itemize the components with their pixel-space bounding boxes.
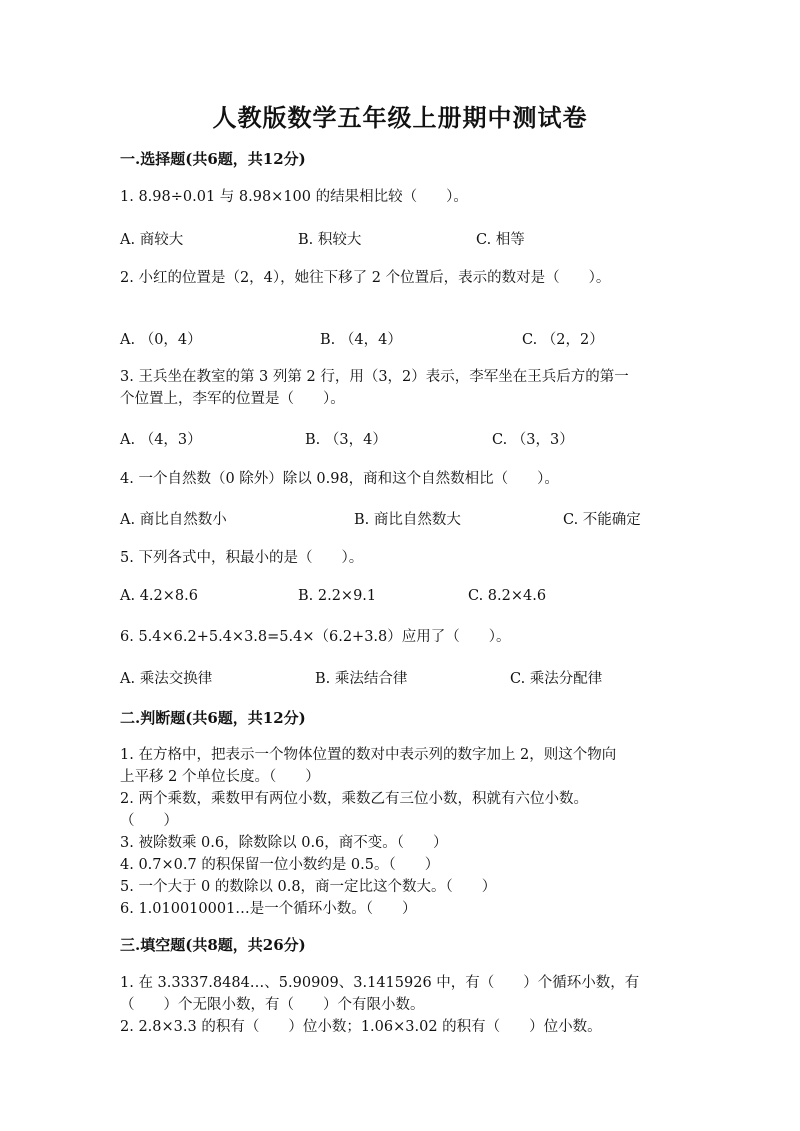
- option-b: B. （4，4）: [320, 332, 402, 348]
- fill-blank-line: （ ）个无限小数，有（ ）个有限小数。: [120, 997, 425, 1013]
- question-3-line-1: 3. 王兵坐在教室的第 3 列第 2 行，用（3，2）表示，李军坐在王兵后方的第一: [120, 369, 629, 385]
- option-a: A. 4.2×8.6: [120, 588, 198, 604]
- option-c: C. （2，2）: [522, 332, 604, 348]
- option-c: C. 相等: [476, 232, 525, 248]
- fill-blank-line: 1. 在 3.3337.8484…、5.90909、3.1415926 中，有（ ）个循环小数，有: [120, 975, 640, 991]
- question-5: 5. 下列各式中，积最小的是（ ）。: [120, 550, 364, 566]
- option-a: A. 乘法交换律: [120, 671, 213, 687]
- option-b: B. 2.2×9.1: [298, 588, 377, 604]
- section-heading-choice: 一.选择题(共6题，共12分): [120, 150, 306, 168]
- option-b: B. 商比自然数大: [354, 512, 461, 528]
- option-b: B. （3，4）: [305, 432, 387, 448]
- option-a: A. 商比自然数小: [120, 512, 227, 528]
- section-heading-judgment: 二.判断题(共6题，共12分): [120, 709, 306, 727]
- option-c: C. 乘法分配律: [510, 671, 603, 687]
- judgment-line: 3. 被除数乘 0.6，除数除以 0.6，商不变。（ ）: [120, 835, 448, 851]
- judgment-line: 6. 1.010010001…是一个循环小数。（ ）: [120, 901, 417, 917]
- judgment-line: 5. 一个大于 0 的数除以 0.8，商一定比这个数大。（ ）: [120, 879, 497, 895]
- option-a: A. 商较大: [120, 232, 184, 248]
- section-heading-fill-blank: 三.填空题(共8题，共26分): [120, 936, 306, 954]
- option-a: A. （0，4）: [120, 332, 202, 348]
- judgment-line: 2. 两个乘数，乘数甲有两位小数，乘数乙有三位小数，积就有六位小数。: [120, 791, 588, 807]
- option-c: C. （3，3）: [492, 432, 574, 448]
- option-c: C. 不能确定: [563, 512, 641, 528]
- question-3-line-2: 个位置上，李军的位置是（ ）。: [120, 391, 345, 407]
- option-b: B. 积较大: [298, 232, 362, 248]
- option-c: C. 8.2×4.6: [468, 588, 547, 604]
- question-2: 2. 小红的位置是（2，4），她往下移了 2 个位置后，表示的数对是（ ）。: [120, 270, 611, 286]
- exam-title: 人教版数学五年级上册期中测试卷: [212, 103, 588, 132]
- fill-blank-line: 2. 2.8×3.3 的积有（ ）位小数；1.06×3.02 的积有（ ）位小数。: [120, 1019, 602, 1035]
- option-b: B. 乘法结合律: [315, 671, 408, 687]
- question-4: 4. 一个自然数（0 除外）除以 0.98，商和这个自然数相比（ ）。: [120, 471, 559, 487]
- judgment-line: 1. 在方格中，把表示一个物体位置的数对中表示列的数字加上 2，则这个物向: [120, 747, 617, 763]
- judgment-line: 4. 0.7×0.7 的积保留一位小数约是 0.5。（ ）: [120, 857, 440, 873]
- judgment-line: （ ）: [120, 813, 178, 829]
- question-1: 1. 8.98÷0.01 与 8.98×100 的结果相比较（ ）。: [120, 189, 468, 205]
- judgment-line: 上平移 2 个单位长度。（ ）: [120, 769, 320, 785]
- question-6: 6. 5.4×6.2+5.4×3.8=5.4×（6.2+3.8）应用了（ ）。: [120, 629, 511, 645]
- option-a: A. （4，3）: [120, 432, 202, 448]
